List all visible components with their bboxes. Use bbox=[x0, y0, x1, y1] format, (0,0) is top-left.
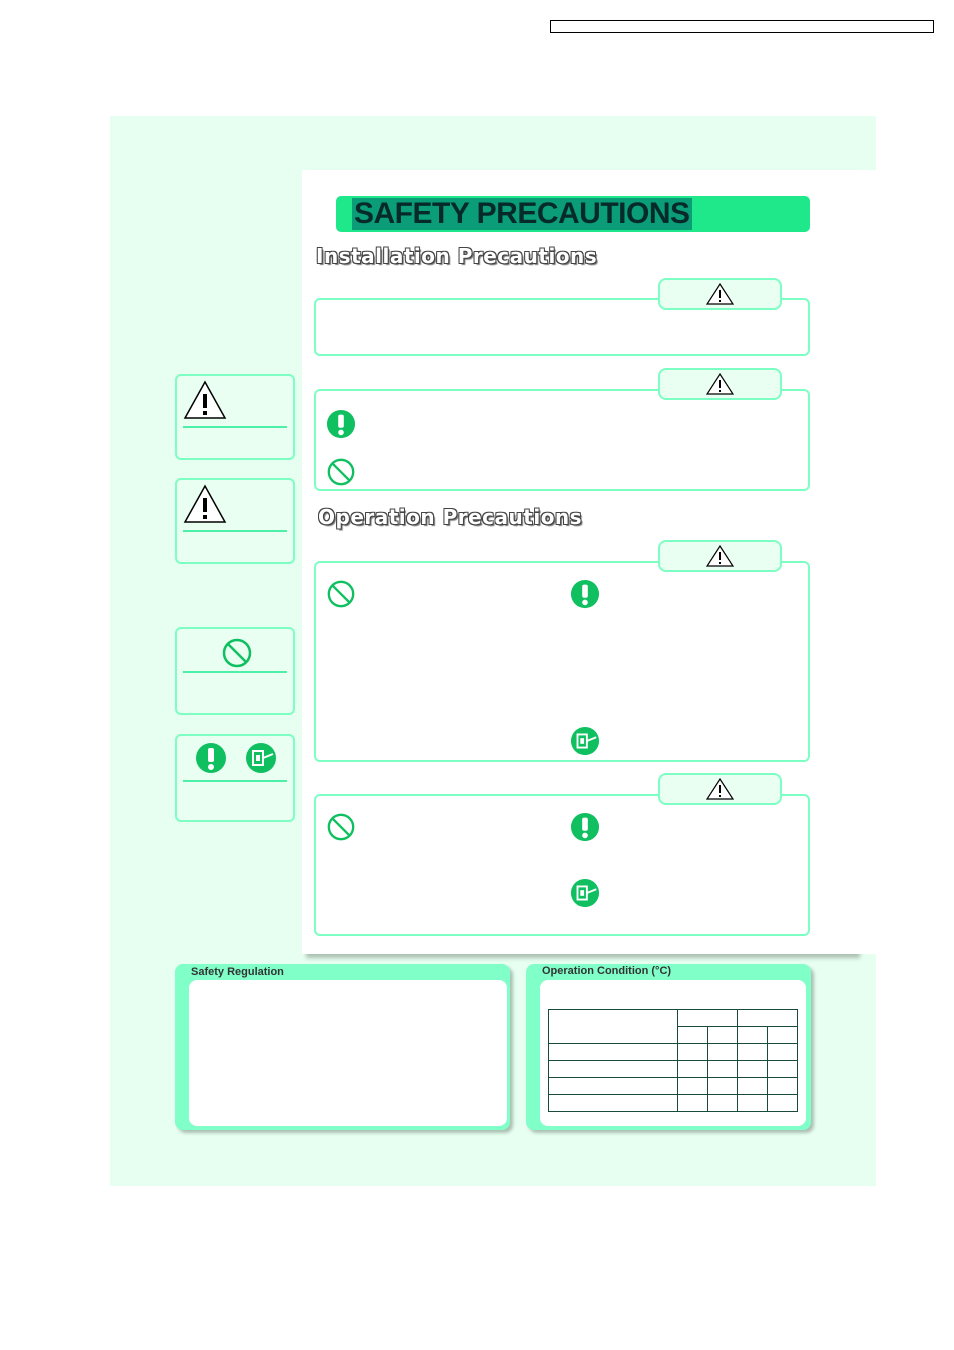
table-cell bbox=[678, 1078, 708, 1095]
warning-tab bbox=[658, 278, 782, 310]
caution-tab bbox=[658, 368, 782, 400]
caution-tab bbox=[658, 773, 782, 805]
table-cell bbox=[678, 1044, 708, 1061]
table-cell bbox=[549, 1078, 678, 1095]
legend-divider bbox=[183, 780, 287, 782]
exclamation-icon bbox=[195, 742, 227, 774]
table-cell bbox=[768, 1027, 798, 1044]
table-cell bbox=[738, 1010, 798, 1027]
warning-triangle-icon bbox=[706, 778, 734, 800]
legend-mandatory-box bbox=[175, 734, 295, 822]
prohibited-icon bbox=[326, 579, 356, 609]
installation-heading: Installation Precautions bbox=[316, 244, 598, 268]
prohibited-icon bbox=[326, 457, 356, 487]
table-row bbox=[549, 1061, 798, 1078]
legend-divider bbox=[183, 426, 287, 428]
table-row bbox=[549, 1010, 798, 1027]
table-cell bbox=[678, 1095, 708, 1112]
table-row bbox=[549, 1095, 798, 1112]
installation-caution-panel bbox=[314, 389, 810, 491]
operation-condition-content bbox=[540, 980, 806, 1126]
table-cell bbox=[738, 1095, 768, 1112]
safety-regulation-content bbox=[189, 980, 507, 1126]
table-cell bbox=[768, 1095, 798, 1112]
unplug-icon bbox=[570, 726, 600, 756]
table-cell bbox=[738, 1044, 768, 1061]
warning-triangle-icon bbox=[706, 545, 734, 567]
safety-regulation-box bbox=[175, 964, 510, 1130]
table-cell bbox=[549, 1010, 678, 1044]
operation-condition-table bbox=[548, 1009, 798, 1112]
table-row bbox=[549, 1044, 798, 1061]
table-cell bbox=[708, 1061, 738, 1078]
legend-divider bbox=[183, 671, 287, 673]
prohibited-icon bbox=[326, 812, 356, 842]
table-cell bbox=[549, 1061, 678, 1078]
table-cell bbox=[738, 1027, 768, 1044]
warning-triangle-icon bbox=[183, 380, 227, 420]
operation-condition-box bbox=[526, 964, 811, 1130]
page-title: SAFETY PRECAUTIONS bbox=[354, 197, 690, 230]
legend-warning-box bbox=[175, 374, 295, 460]
table-cell bbox=[678, 1027, 708, 1044]
table-cell bbox=[678, 1010, 738, 1027]
table-cell bbox=[549, 1044, 678, 1061]
table-cell bbox=[678, 1061, 708, 1078]
legend-divider bbox=[183, 530, 287, 532]
sheet-edge bbox=[856, 170, 876, 954]
table-cell bbox=[708, 1044, 738, 1061]
warning-triangle-icon bbox=[183, 484, 227, 524]
table-cell bbox=[549, 1095, 678, 1112]
legend-prohibited-box bbox=[175, 627, 295, 715]
exclamation-icon bbox=[570, 812, 600, 842]
table-cell bbox=[738, 1078, 768, 1095]
warning-triangle-icon bbox=[706, 283, 734, 305]
table-cell bbox=[708, 1027, 738, 1044]
warning-tab bbox=[658, 540, 782, 572]
table-cell bbox=[708, 1095, 738, 1112]
operation-warning-panel bbox=[314, 561, 810, 762]
exclamation-icon bbox=[570, 579, 600, 609]
table-cell bbox=[768, 1044, 798, 1061]
operation-caution-panel bbox=[314, 794, 810, 936]
operation-condition-title: Operation Condition (°C) bbox=[542, 965, 672, 977]
table-row bbox=[549, 1078, 798, 1095]
legend-caution-box bbox=[175, 478, 295, 564]
table-cell bbox=[768, 1061, 798, 1078]
header-box bbox=[550, 20, 934, 33]
table-cell bbox=[738, 1061, 768, 1078]
exclamation-icon bbox=[326, 409, 356, 439]
unplug-icon bbox=[245, 742, 277, 774]
warning-triangle-icon bbox=[706, 373, 734, 395]
operation-heading: Operation Precautions bbox=[318, 505, 583, 529]
safety-regulation-title: Safety Regulation bbox=[191, 966, 284, 978]
table-cell bbox=[768, 1078, 798, 1095]
unplug-icon bbox=[570, 878, 600, 908]
table-cell bbox=[708, 1078, 738, 1095]
prohibited-icon bbox=[221, 637, 253, 669]
